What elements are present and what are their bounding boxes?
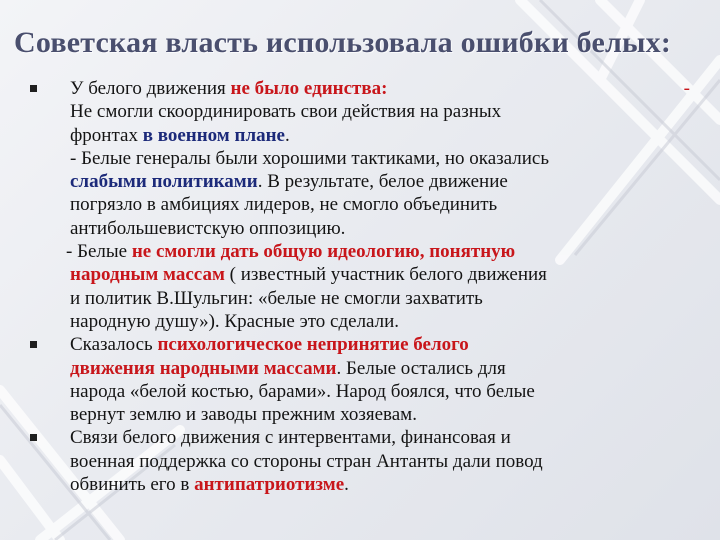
text-line: антибольшевистскую оппозицию. [70, 217, 346, 239]
bullet-item-disunity [28, 77, 690, 333]
text-segment: . [285, 124, 290, 146]
text-segment: Сказалось [70, 334, 158, 356]
square-bullet-icon [30, 434, 37, 441]
text-line [70, 263, 690, 286]
bullet-item-interventions [28, 426, 690, 496]
bullet-item-psychology [28, 333, 690, 426]
highlight-text: движения народными массами [70, 357, 337, 379]
text-segment: ( известный участник белого движения [224, 264, 547, 286]
text-segment: . [344, 474, 349, 496]
square-bullet-icon [30, 341, 37, 348]
text-line [70, 333, 690, 356]
text-line: погрязло в амбициях лидеров, не смогло объединить [70, 194, 498, 216]
text-segment: . Белые остались для [336, 357, 506, 379]
highlight-text: не было единства: [230, 78, 388, 99]
text-line: - Белые генералы были хорошими тактиками, но оказались [70, 147, 550, 169]
text-line [70, 357, 690, 380]
text-line [70, 170, 690, 193]
square-bullet-icon [30, 85, 37, 92]
text-line [70, 124, 690, 147]
text-line: народа «белой костью, барами». Народ боялся, что белые [70, 380, 535, 402]
dash-marker: - [683, 78, 690, 99]
text-line: Связи белого движения с интервентами, финансовая и [70, 427, 511, 449]
highlight-text: не смогли дать общую идеологию, понятную [131, 241, 516, 263]
highlight-text: психологическое непринятие белого [157, 334, 469, 356]
slide-body [28, 77, 690, 496]
emphasis-text: слабыми политиками [70, 171, 258, 193]
text-line: вернут землю и заводы прежним хозяевам. [70, 404, 417, 426]
text-line [66, 240, 690, 263]
text-line [70, 473, 690, 496]
text-line: военная поддержка со стороны стран Антанты дали повод [70, 450, 543, 472]
text-line: Не смогли скоординировать свои действия на разных [70, 101, 502, 123]
emphasis-text: в военном плане [142, 124, 285, 146]
highlight-text: народным массам [70, 264, 225, 286]
highlight-text: антипатриотизме [194, 474, 345, 496]
slide-title: Советская власть использовала ошибки белых: [14, 26, 672, 59]
text-segment: У белого движения [70, 78, 231, 99]
text-line [70, 77, 690, 100]
text-segment: - Белые [66, 241, 132, 263]
text-segment: обвинить его в [70, 474, 195, 496]
text-segment: фронтах [70, 124, 143, 146]
text-segment: . В результате, белое движение [257, 171, 508, 193]
text-line: и политик В.Шульгин: «белые не смогли захватить [70, 287, 483, 309]
text-line: народную душу»). Красные это сделали. [70, 310, 400, 332]
